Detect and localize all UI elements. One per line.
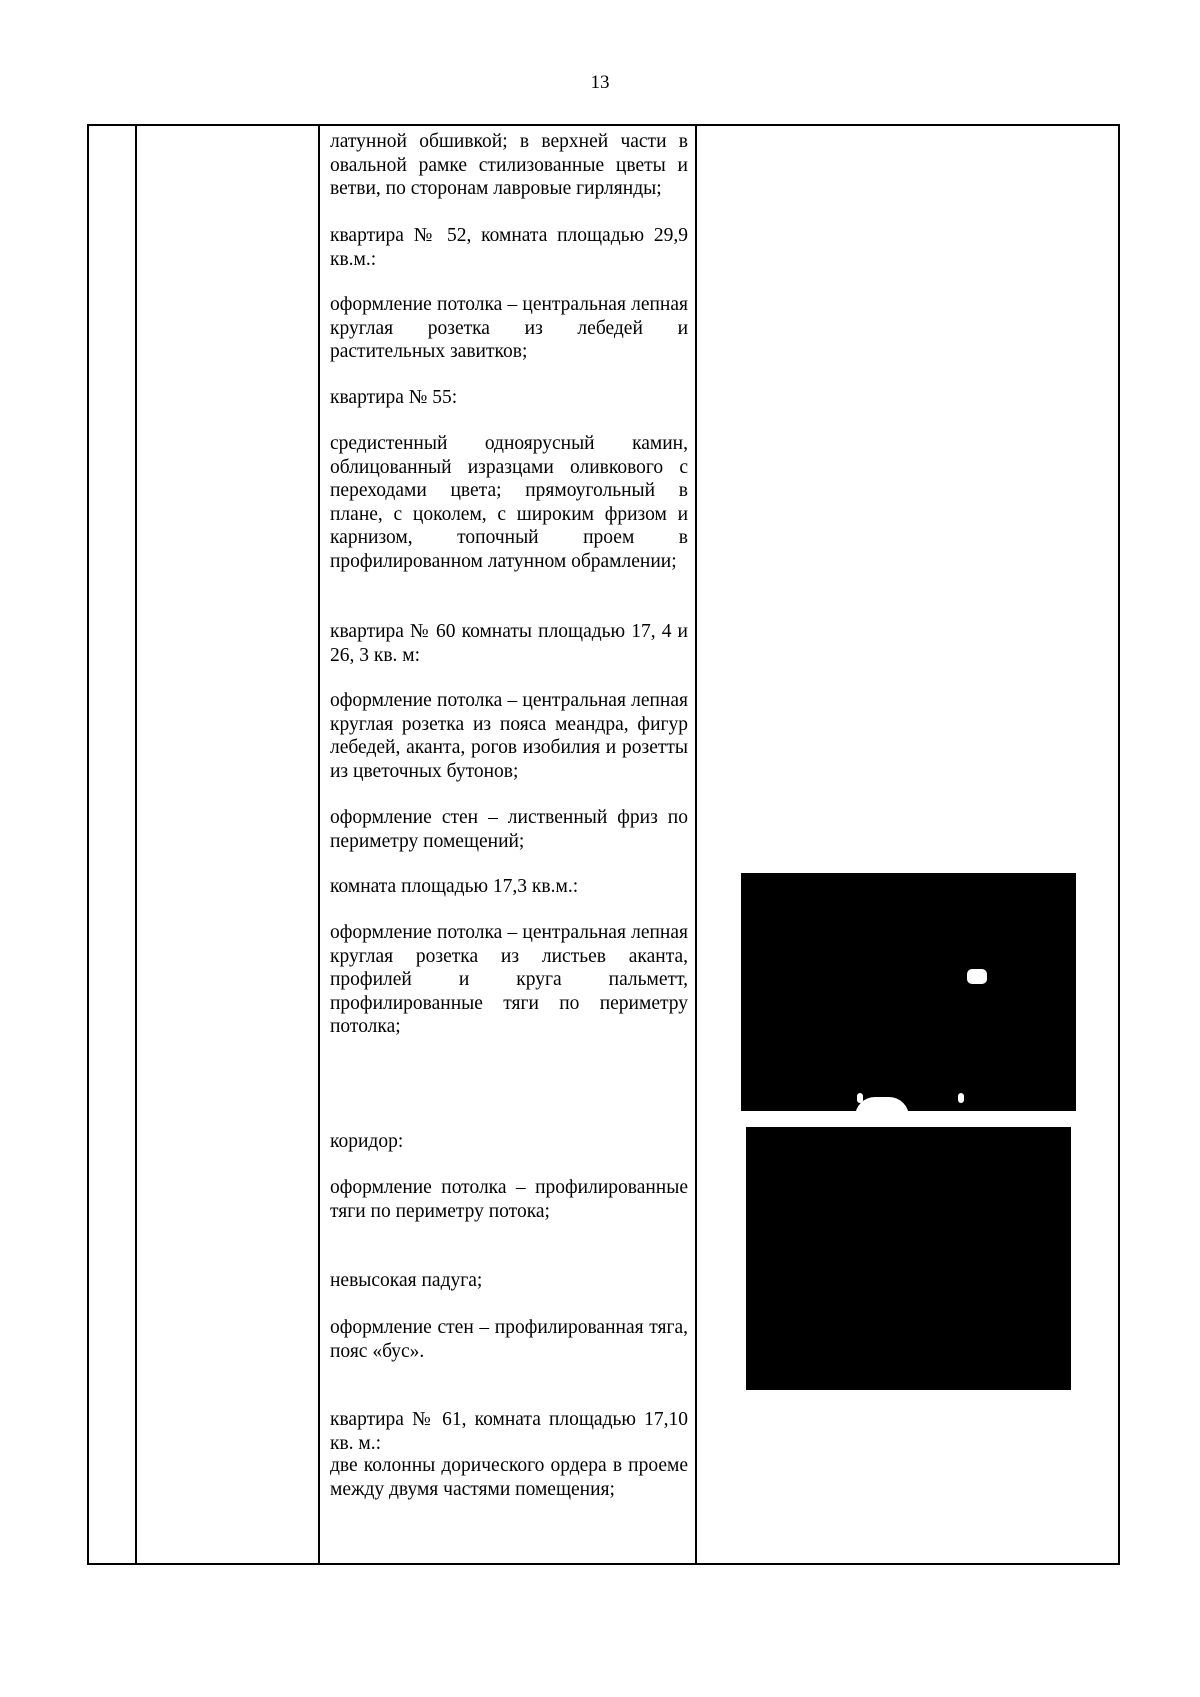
photo-highlight — [967, 969, 987, 984]
paragraph-corridor-ceiling: оформление потолка – профилированные тяги по периметру потока; — [330, 1177, 688, 1222]
photo-highlight — [857, 1093, 863, 1103]
photo-highlight — [855, 1097, 909, 1117]
paragraph-apt-60-walls: оформление стен – лиственный фриз по периметру помещений; — [330, 807, 688, 852]
paragraph-apt-55-fireplace: средистенный одноярусный камин, облицованный изразцами оливкового с переходами цвета; прямоугольный в плане, с цоколем, с широким фризом и карнизом, топочный проем в профилированном латунном обрамлении; — [330, 433, 688, 572]
paragraph-apt-61-heading: квартира № 61, комната площадью 17,10 кв. м.: — [330, 1409, 688, 1454]
column-divider-2 — [318, 126, 320, 1563]
paragraph-room-17-3-heading: комната площадью 17,3 кв.м.: — [330, 876, 579, 897]
column-divider-1 — [135, 126, 137, 1563]
paragraph-room-17-3-ceiling: оформление потолка – центральная лепная круглая розетка из листьев аканта, профилей и круга пальметт, профилированные тяги по периметру потолка; — [330, 922, 688, 1037]
page-number: 13 — [590, 72, 610, 93]
photo-highlight — [958, 1093, 964, 1103]
paragraph-apt-60-ceiling: оформление потолка – центральная лепная круглая розетка из пояса меандра, фигур лебедей, аканта, рогов изобилия и розетты из цветочных бутонов; — [330, 690, 688, 782]
paragraph-apt-60-heading: квартира № 60 комнаты площадью 17, 4 и 26, 3 кв. м: — [330, 621, 688, 666]
paragraph-apt-52-ceiling: оформление потолка – центральная лепная круглая розетка из лебедей и растительных завитков; — [330, 294, 688, 362]
paragraph-brass-trim: латунной обшивкой; в верхней части в овальной рамке стилизованные цветы и ветви, по сторонам лавровые гирлянды; — [330, 131, 688, 199]
paragraph-corridor-heading: коридор: — [330, 1131, 404, 1152]
photo-ceiling-rosette — [741, 873, 1076, 1111]
paragraph-apt-52-heading: квартира № 52, комната площадью 29,9 кв.м.: — [330, 225, 688, 270]
photo-corridor — [746, 1127, 1071, 1390]
paragraph-apt-61-columns: две колонны дорического ордера в проеме между двумя частями помещения; — [330, 1455, 688, 1500]
paragraph-corridor-walls: оформление стен – профилированная тяга, пояс «бус». — [330, 1317, 688, 1362]
paragraph-corridor-cove: невысокая падуга; — [330, 1270, 483, 1291]
column-divider-3 — [695, 126, 697, 1563]
paragraph-apt-55-heading: квартира № 55: — [330, 387, 458, 408]
